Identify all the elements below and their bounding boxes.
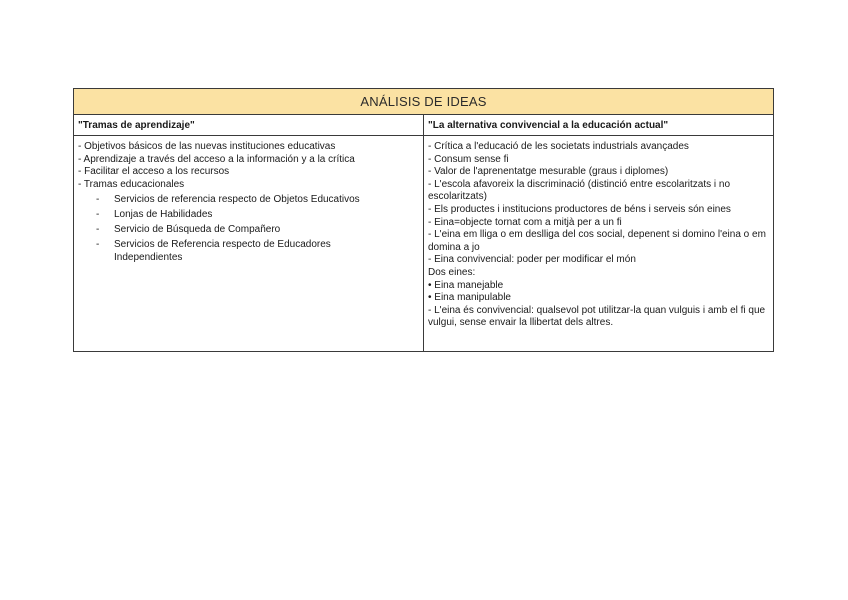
- sub-item-text: Servicios de referencia respecto de Objetos Educativos: [114, 193, 360, 205]
- sub-list-item: [78, 194, 423, 207]
- list-item: - L'escola afavoreix la discriminació (distinció entre escolaritzats i no escolaritzats): [428, 178, 731, 203]
- list-item: - Consum sense fi: [428, 153, 509, 165]
- sub-dash: -: [96, 239, 100, 251]
- sub-dash: -: [96, 224, 100, 236]
- right-column-header: "La alternativa convivencial a la educación actual": [428, 120, 669, 131]
- list-item: - Eina=objecte tornat com a mitjà per a un fi: [428, 216, 622, 228]
- list-item: Dos eines:: [428, 266, 476, 278]
- sub-item-text: Servicios de Referencia respecto de Educadores Independientes: [114, 239, 331, 263]
- sub-item-text: Lonjas de Habilidades: [114, 208, 213, 220]
- content-row: [74, 136, 773, 352]
- list-item: - Objetivos básicos de las nuevas instituciones educativas: [78, 141, 336, 152]
- list-item: - Aprendizaje a través del acceso a la información y a la crítica: [78, 153, 355, 165]
- right-column-content: [424, 136, 773, 352]
- sub-dash: -: [96, 193, 100, 205]
- list-item: - Facilitar el acceso a los recursos: [78, 166, 230, 178]
- list-item: - Tramas educacionales: [78, 178, 185, 190]
- sub-list-item: [78, 239, 423, 264]
- bullet-item: • Eina manipulable: [428, 292, 511, 304]
- list-item: - L'eina em lliga o em deslliga del cos social, depenent si domino l'eina o em domina a jo: [428, 229, 766, 253]
- sub-dash: -: [96, 208, 100, 220]
- sub-list-item: [78, 224, 423, 237]
- left-column-content: [74, 136, 424, 352]
- left-column-header: "Tramas de aprendizaje": [74, 115, 424, 135]
- header-row: [74, 115, 773, 136]
- list-item: - L'eina és convivencial: qualsevol pot utilitzar-la quan vulguis i amb el fi que vulgui, sense envair la llibertat dels altres.: [428, 304, 766, 329]
- list-item: - Valor de l'aprenentatge mesurable (graus i diplomes): [428, 166, 669, 178]
- analysis-table: [73, 88, 774, 352]
- table-title: ANÁLISIS DE IDEAS: [74, 89, 773, 115]
- bullet-item: • Eina manejable: [428, 279, 504, 291]
- sub-list-item: [78, 209, 423, 222]
- sub-item-text: Servicio de Búsqueda de Compañero: [114, 224, 281, 236]
- list-item: - Eina convivencial: poder per modificar el món: [428, 254, 636, 266]
- list-item: - Crítica a l'educació de les societats industrials avançades: [428, 141, 689, 152]
- list-item: - Els productes i institucions productores de béns i serveis són eines: [428, 203, 731, 215]
